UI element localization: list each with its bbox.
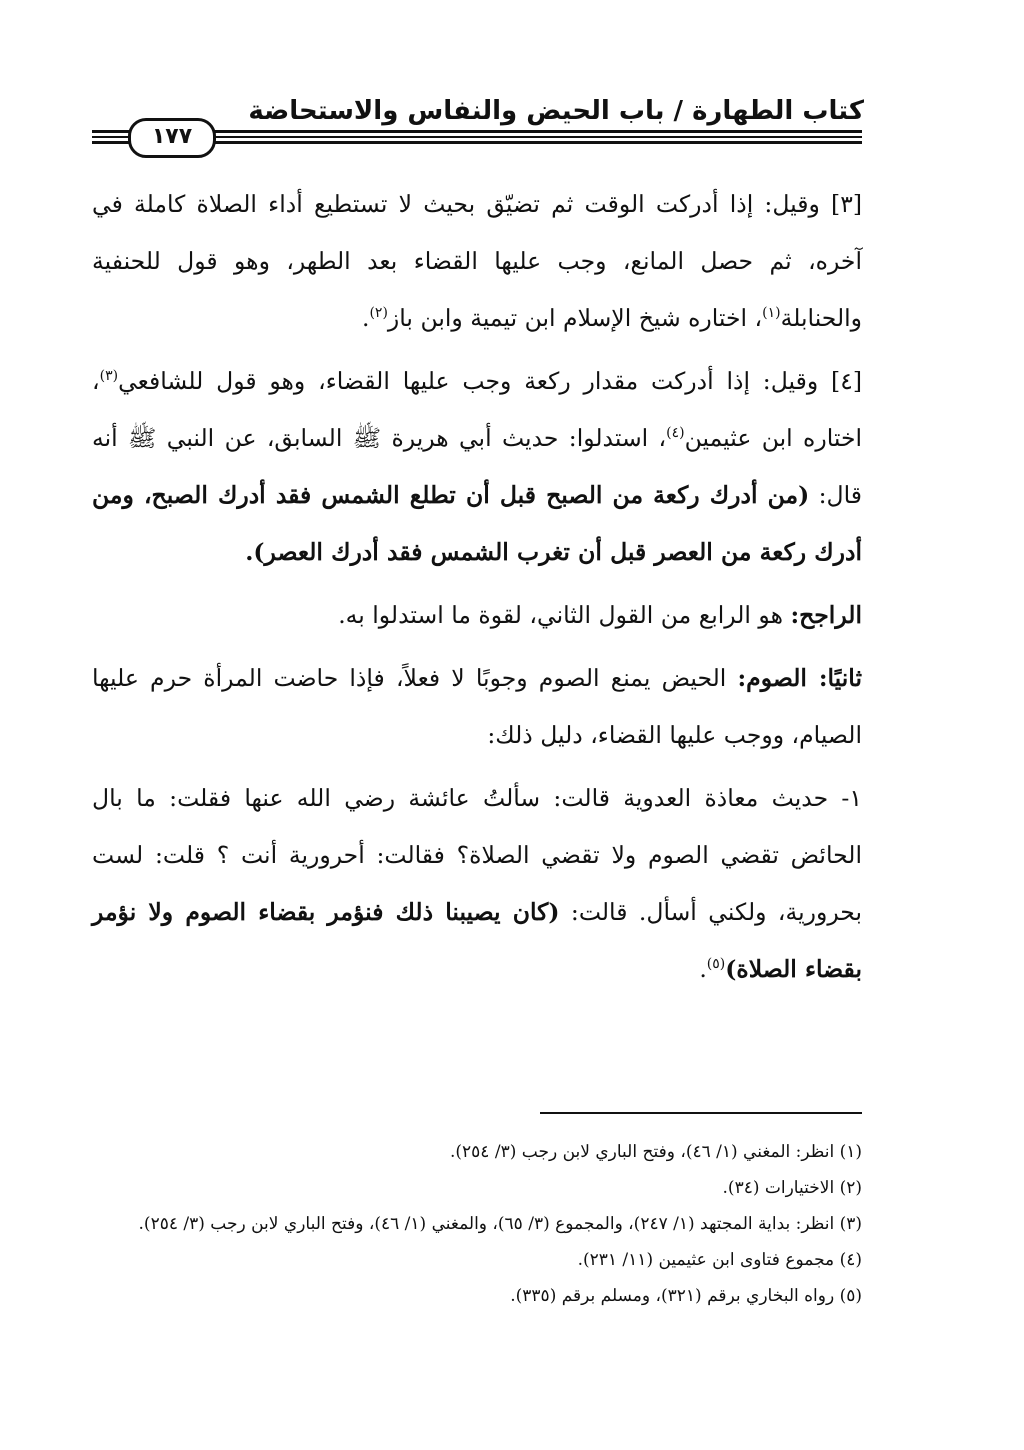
footnotes (92, 1134, 862, 1314)
footnote-ref[interactable]: (٢) (369, 305, 388, 322)
footnote-item: (٥) رواه البخاري برقم (٣٢١)، ومسلم برقم (٣٣٥). (510, 1286, 862, 1306)
footnote-item: (٣) انظر: بداية المجتهد (١/ ٢٤٧)، والمجموع (٣/ ٦٥)، والمغني (١/ ٤٦)، وفتح الباري لابن رجب (٣/ ٢٥٤). (138, 1214, 862, 1234)
paragraph-text: [٤] وقيل: إذا أدركت مقدار ركعة وجب عليها القضاء، وهو قول للشافعي (118, 367, 862, 395)
footnote-ref[interactable]: (٥) (706, 956, 726, 973)
hadith-quote: (كان يصيبنا ذلك فنؤمر بقضاء الصوم ولا نؤمر بقضاء الصلاة) (92, 898, 862, 983)
footnote-divider (540, 1112, 862, 1114)
paragraph-text: ، اختاره ابن عثيمين (92, 367, 863, 452)
footnote-item: (١) انظر: المغني (١/ ٤٦)، وفتح الباري لابن رجب (٣/ ٢٥٤). (450, 1142, 862, 1162)
paragraph-text: الحيض يمنع الصوم وجوبًا لا فعلاً، فإذا حاضت المرأة حرم عليها الصيام، ووجب عليها القضاء، دليل ذلك: (92, 664, 862, 749)
paragraph-text: هو الرابع من القول الثاني، لقوة ما استدلوا به. (338, 601, 791, 629)
main-text (92, 176, 862, 1004)
paragraph-text: . (699, 955, 707, 983)
paragraph-text: [٣] وقيل: إذا أدركت الوقت ثم تضيّق بحيث لا تستطيع أداء الصلاة كاملة في آخره، ثم حصل المانع، وجب عليها القضاء بعد الطهر، وهو قول للحنفية والحنابلة (92, 190, 862, 332)
paragraph-fasting (92, 650, 862, 764)
hadith-quote: (من أدرك ركعة من الصبح قبل أن تطلع الشمس فقد أدرك الصبح، ومن أدرك ركعة من العصر قبل أن تغرب الشمس فقد أدرك العصر). (92, 481, 862, 566)
paragraph-hadith-muadha (92, 770, 862, 998)
paragraph-text: ، اختاره شيخ الإسلام ابن تيمية وابن باز (387, 304, 763, 332)
footnote-item: (٢) الاختيارات (٣٤). (722, 1178, 862, 1198)
footnote-ref[interactable]: (٤) (666, 425, 685, 442)
paragraph-fourth-opinion (92, 353, 862, 581)
footnote-ref[interactable]: (٣) (99, 368, 119, 385)
page-number: ١٧٧ (128, 118, 216, 158)
paragraph-third-opinion (92, 176, 862, 347)
preferred-label: الراجح: (790, 601, 862, 629)
paragraph-preferred (92, 587, 862, 644)
section-label: ثانيًا: الصوم: (737, 664, 862, 692)
paragraph-text: ، استدلوا: حديث أبي هريرة ﷺ السابق، عن النبي ﷺ أنه قال: (92, 424, 863, 509)
footnote-ref[interactable]: (١) (762, 305, 781, 322)
paragraph-text: . (361, 304, 370, 332)
footnote-item: (٤) مجموع فتاوى ابن عثيمين (١١/ ٢٣١). (577, 1250, 862, 1270)
running-title: كتاب الطهارة / باب الحيض والنفاس والاستحاضة (248, 96, 864, 126)
paragraph-text: ١- حديث معاذة العدوية قالت: سألتُ عائشة رضي الله عنها فقلت: ما بال الحائض تقضي الصوم ولا تقضي الصلاة؟ فقالت: أحرورية أنت ؟ قلت: لست بحرورية، ولكني أسأل. قالت: (92, 784, 862, 926)
